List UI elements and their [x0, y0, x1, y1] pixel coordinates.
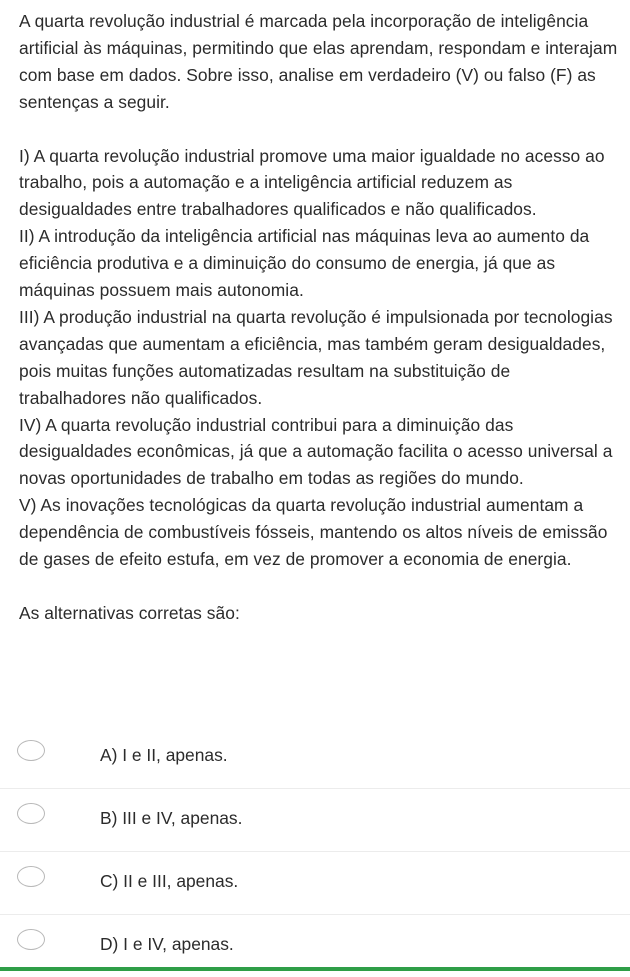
spacer — [19, 573, 619, 600]
statement-4: IV) A quarta revolução industrial contribui para a diminuição das desigualdades econômicas, já que a automação facilita o acesso universal a novas oportunidades de trabalho em todas as regiões do mundo. — [19, 414, 613, 489]
statement-2: II) A introdução da inteligência artificial nas máquinas leva ao aumento da eficiência produtiva e a diminuição do consumo de energia, já que as máquinas possuem mais autonomia. — [19, 226, 590, 301]
option-c[interactable] — [0, 852, 630, 915]
radio-button[interactable] — [17, 866, 45, 887]
accent-bar — [0, 967, 630, 971]
radio-button[interactable] — [17, 803, 45, 824]
option-label: B) III e IV, apenas. — [100, 808, 243, 828]
statement-3: III) A produção industrial na quarta revolução é impulsionada por tecnologias avançadas que aumentam a eficiência, mas também geram desigualdades, pois muitas funções automatizadas resultam na substituição de trabalhadores não qualificados. — [19, 306, 613, 408]
option-label: C) II e III, apenas. — [100, 871, 239, 891]
statement-1: I) A quarta revolução industrial promove uma maior igualdade no acesso ao trabalho, pois a automação e a inteligência artificial reduzem as desigualdades entre trabalhadores qualificados e não qualificados. — [19, 145, 605, 220]
option-label: A) I e II, apenas. — [100, 745, 228, 765]
spacer — [19, 116, 619, 143]
radio-button[interactable] — [17, 740, 45, 761]
answer-options — [0, 726, 630, 977]
option-label: D) I e IV, apenas. — [100, 934, 234, 954]
question-prompt: As alternativas corretas são: — [19, 602, 240, 623]
option-b[interactable] — [0, 789, 630, 852]
statement-5: V) As inovações tecnológicas da quarta revolução industrial aumentam a dependência de combustíveis fósseis, mantendo os altos níveis de emissão de gases de efeito estufa, em vez de promover a economia de energia. — [19, 495, 608, 570]
question-intro: A quarta revolução industrial é marcada pela incorporação de inteligência artificial às máquinas, permitindo que elas aprendam, respondam e interajam com base em dados. Sobre isso, analise em verdadeiro (V) ou falso (F) as sentenças a seguir. — [19, 11, 618, 112]
question-text — [19, 8, 619, 627]
radio-button[interactable] — [17, 929, 45, 950]
option-a[interactable] — [0, 726, 630, 789]
